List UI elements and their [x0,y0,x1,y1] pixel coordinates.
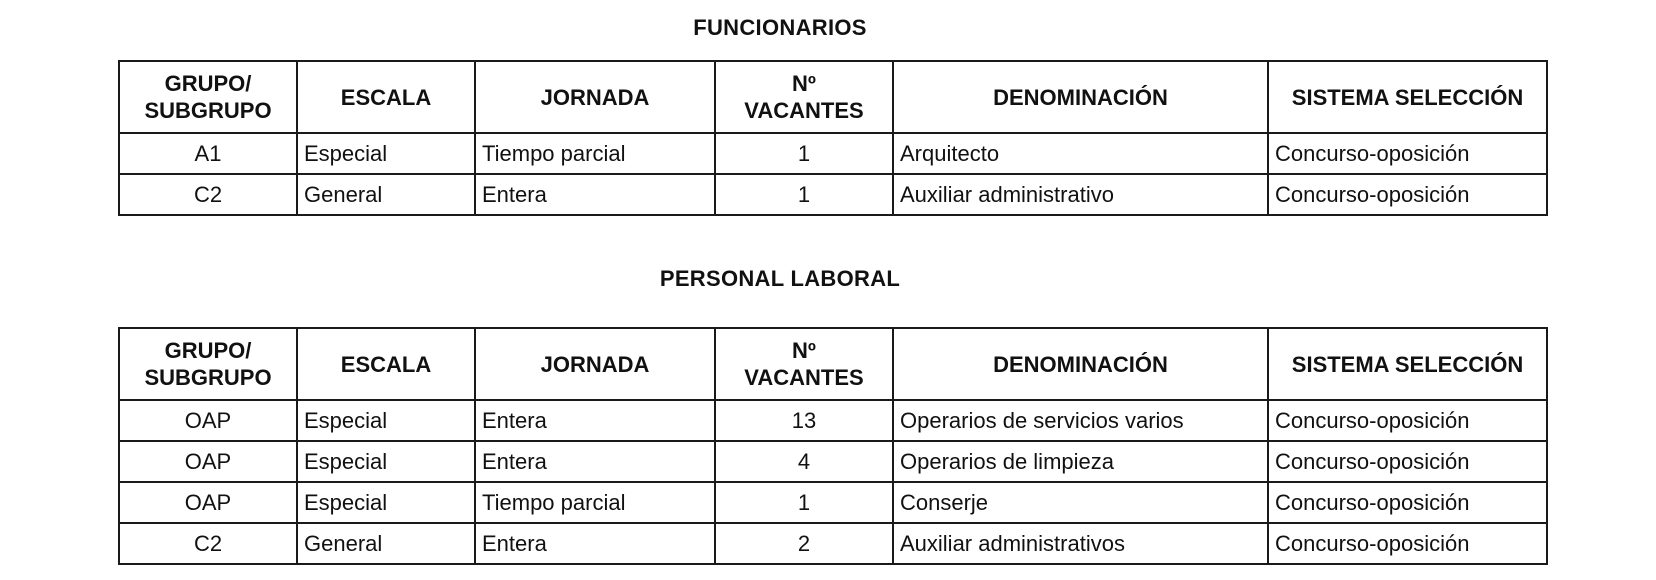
header-grupo-line1: GRUPO/ [164,71,252,96]
cell-sistema: Concurso-oposición [1268,133,1547,174]
cell-escala: General [297,174,475,215]
header-jornada: JORNADA [475,61,715,133]
table-row [119,174,1547,215]
header-vacantes [715,328,893,400]
header-grupo-line1: GRUPO/ [164,338,252,363]
table-row [119,523,1547,564]
cell-escala: Especial [297,482,475,523]
cell-sistema: Concurso-oposición [1268,174,1547,215]
cell-vacantes: 13 [715,400,893,441]
cell-denominacion: Auxiliar administrativo [893,174,1268,215]
header-grupo-line2: SUBGRUPO [144,98,272,123]
table-row [119,482,1547,523]
cell-grupo: A1 [119,133,297,174]
cell-escala: Especial [297,400,475,441]
table-header [119,61,1547,133]
table-row [119,133,1547,174]
header-row [119,61,1547,133]
cell-vacantes: 1 [715,174,893,215]
header-vacantes-line1: Nº [792,338,816,363]
cell-grupo: OAP [119,441,297,482]
cell-vacantes: 1 [715,482,893,523]
header-grupo [119,328,297,400]
cell-jornada: Tiempo parcial [475,133,715,174]
header-row [119,328,1547,400]
cell-sistema: Concurso-oposición [1268,400,1547,441]
cell-escala: Especial [297,441,475,482]
cell-jornada: Entera [475,174,715,215]
cell-grupo: OAP [119,400,297,441]
cell-denominacion: Conserje [893,482,1268,523]
cell-vacantes: 2 [715,523,893,564]
cell-denominacion: Auxiliar administrativos [893,523,1268,564]
header-sistema: SISTEMA SELECCIÓN [1268,328,1547,400]
header-sistema: SISTEMA SELECCIÓN [1268,61,1547,133]
cell-sistema: Concurso-oposición [1268,441,1547,482]
header-grupo-line2: SUBGRUPO [144,365,272,390]
cell-grupo: C2 [119,174,297,215]
cell-denominacion: Operarios de servicios varios [893,400,1268,441]
header-denominacion: DENOMINACIÓN [893,61,1268,133]
section-title-funcionarios: FUNCIONARIOS [693,15,867,40]
cell-jornada: Tiempo parcial [475,482,715,523]
cell-sistema: Concurso-oposición [1268,523,1547,564]
cell-denominacion: Operarios de limpieza [893,441,1268,482]
cell-grupo: OAP [119,482,297,523]
cell-grupo: C2 [119,523,297,564]
section-title-personal-laboral: PERSONAL LABORAL [659,266,901,291]
header-escala: ESCALA [297,61,475,133]
cell-jornada: Entera [475,441,715,482]
header-denominacion: DENOMINACIÓN [893,328,1268,400]
header-vacantes-line1: Nº [792,71,816,96]
header-jornada: JORNADA [475,328,715,400]
header-escala: ESCALA [297,328,475,400]
header-vacantes-line2: VACANTES [744,365,864,390]
header-vacantes [715,61,893,133]
table-header [119,328,1547,400]
cell-denominacion: Arquitecto [893,133,1268,174]
cell-sistema: Concurso-oposición [1268,482,1547,523]
cell-vacantes: 4 [715,441,893,482]
personal-laboral-table [118,327,1548,565]
cell-escala: General [297,523,475,564]
cell-jornada: Entera [475,400,715,441]
table-row [119,441,1547,482]
cell-escala: Especial [297,133,475,174]
cell-vacantes: 1 [715,133,893,174]
header-vacantes-line2: VACANTES [744,98,864,123]
funcionarios-table [118,60,1548,216]
header-grupo [119,61,297,133]
cell-jornada: Entera [475,523,715,564]
table-row [119,400,1547,441]
